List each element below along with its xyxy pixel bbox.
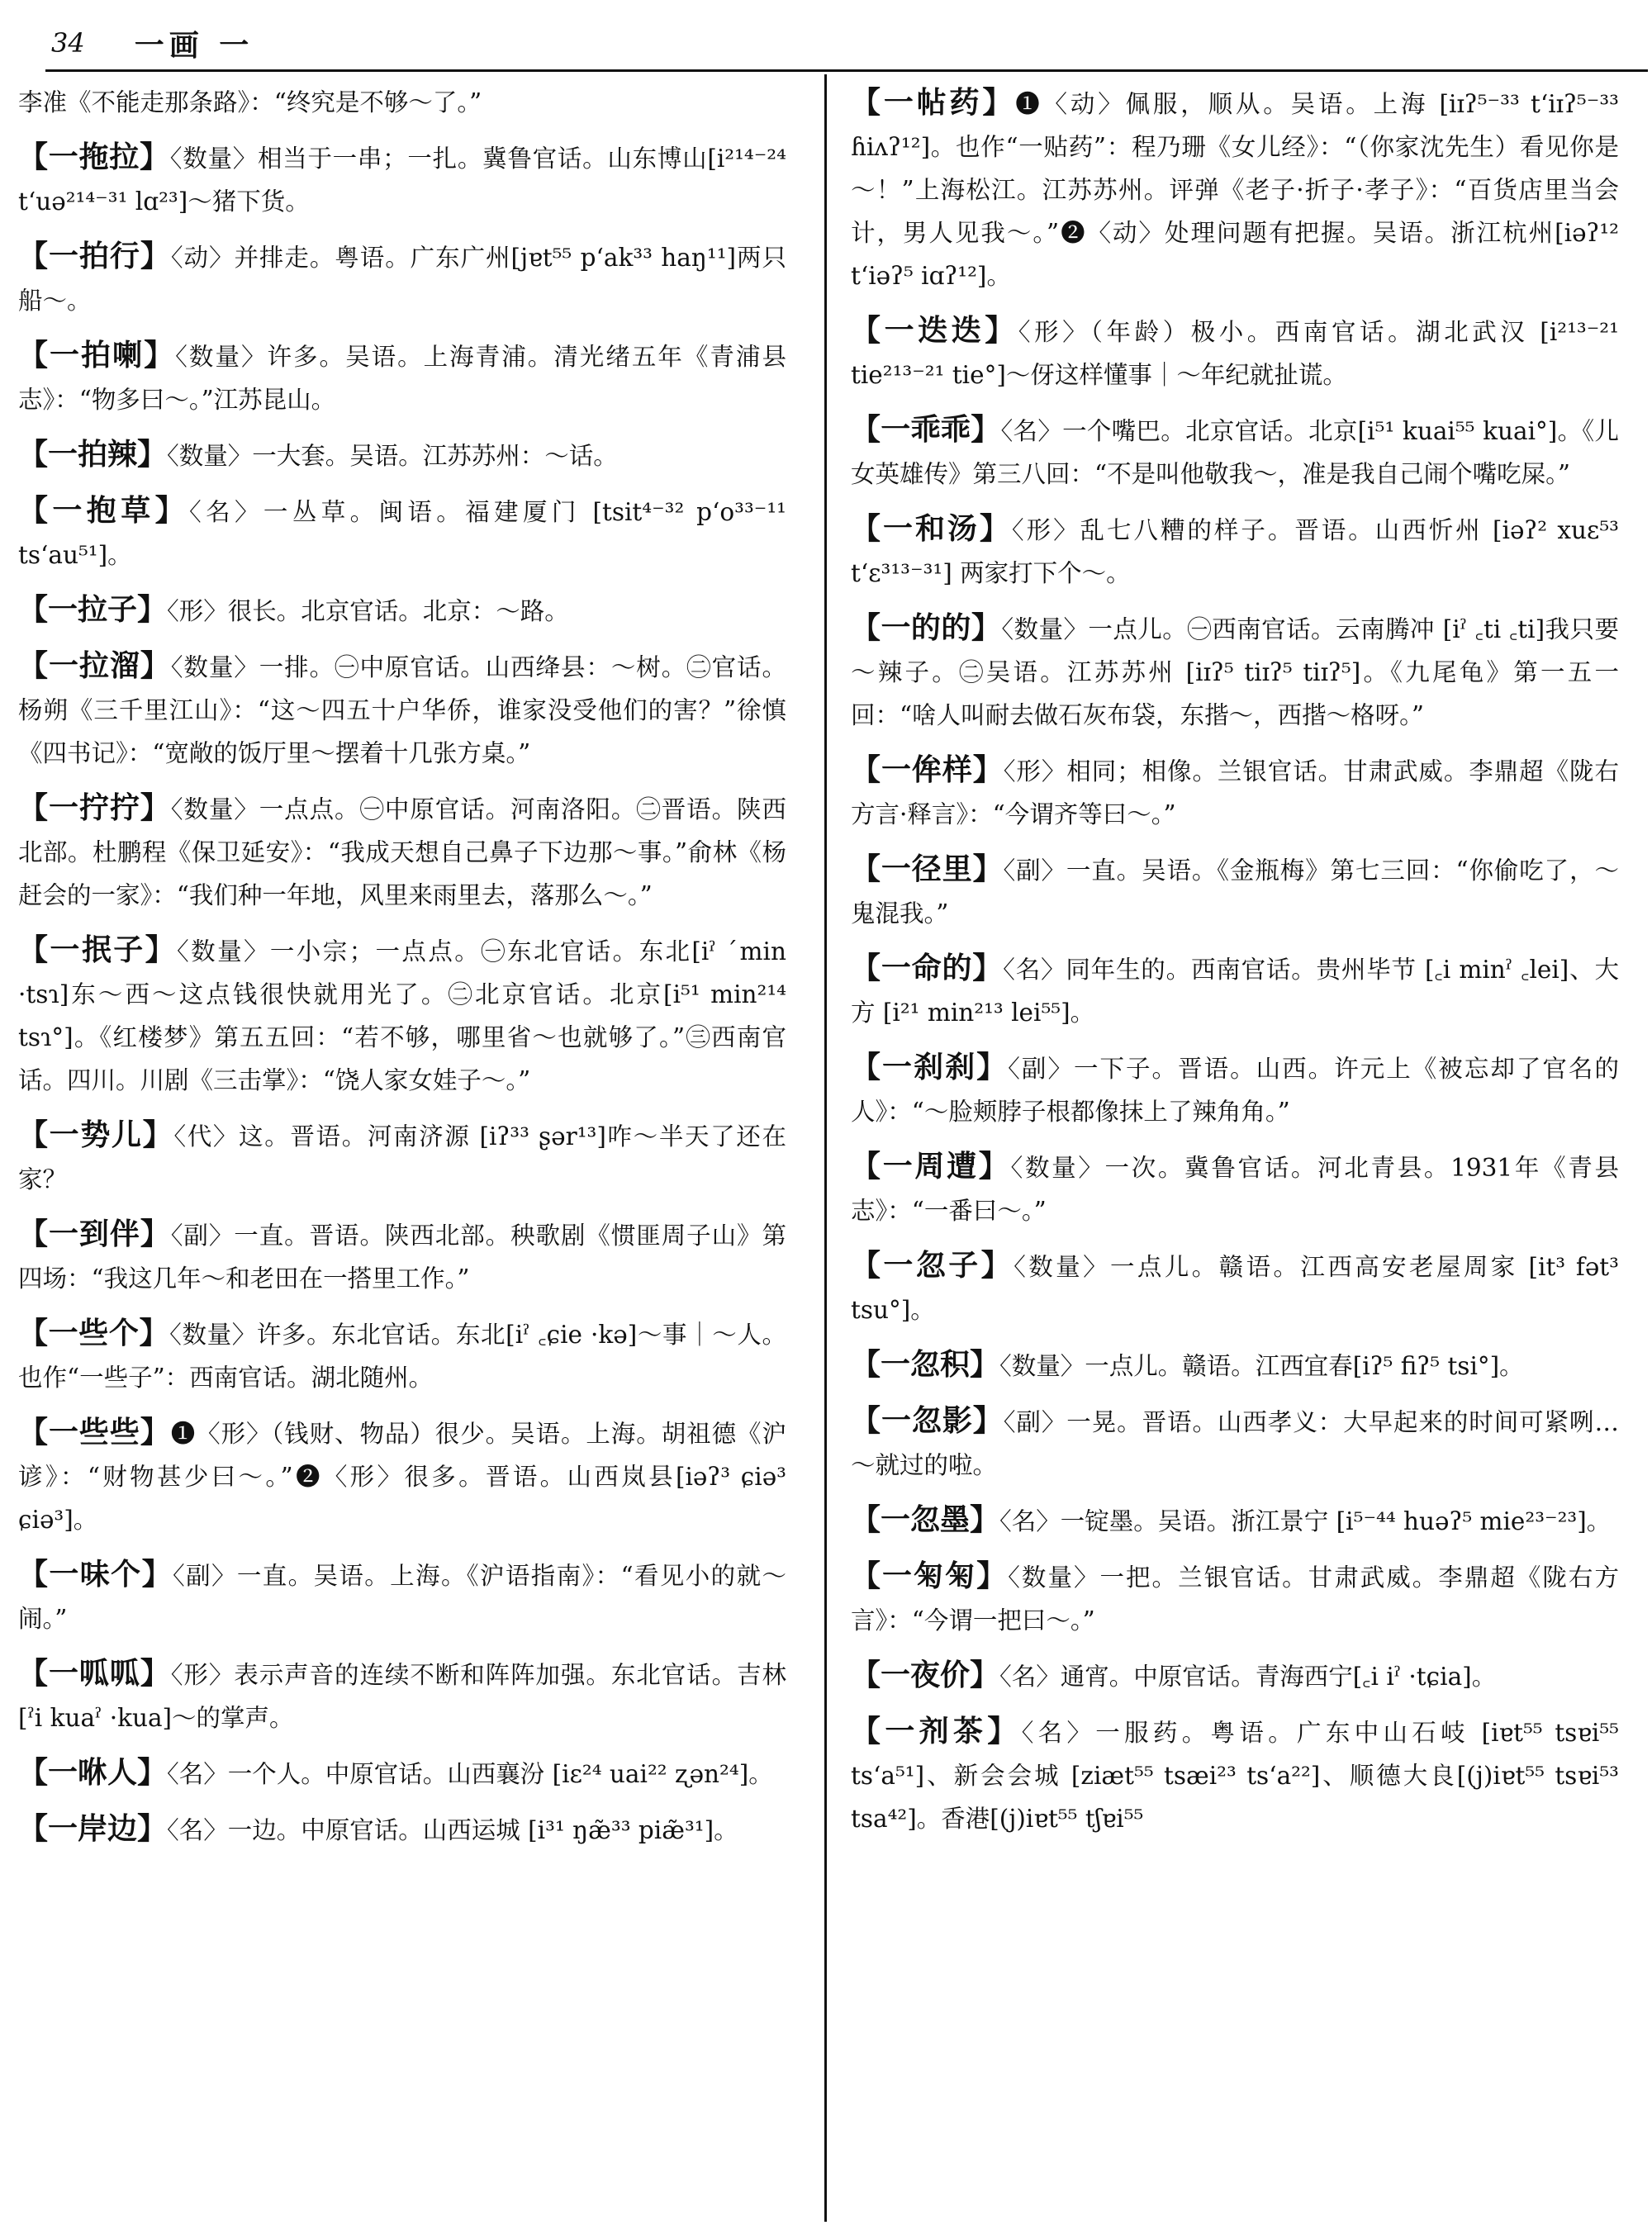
dictionary-entry <box>18 644 786 775</box>
entry-definition: 〈名〉一锭墨。吴语。浙江景宁 [i⁵⁻⁴⁴ huəʔ⁵ mie²³⁻²³]。 <box>999 1507 1612 1535</box>
headword-bracket-open: 【 <box>851 1050 883 1084</box>
headword-bracket-close: 】 <box>140 790 171 825</box>
headword-text: 一忽子 <box>883 1248 981 1283</box>
dictionary-entry <box>18 786 786 917</box>
headword-bracket-open: 【 <box>18 1656 49 1691</box>
page-number: 34 <box>51 27 85 59</box>
dictionary-entry <box>851 1554 1619 1642</box>
entry-definition: 〈名〉通宵。中原官话。青海西宁[꜀i iˀ ·tɕia]。 <box>999 1663 1497 1691</box>
headword-bracket-close: 】 <box>971 412 1001 447</box>
entry-headword <box>851 313 1018 348</box>
entry-headword <box>851 610 1001 645</box>
entry-headword <box>18 1656 171 1691</box>
entry-continuation <box>18 81 786 124</box>
dictionary-entry <box>18 235 786 322</box>
entry-definition: 〈数量〉一把。兰银官话。甘肃武威。李鼎超《陇右方言》：“今谓一把曰～。” <box>851 1563 1619 1635</box>
headword-text: 一拧拧 <box>48 790 140 825</box>
headword-bracket-close: 】 <box>982 85 1016 120</box>
left-column <box>18 81 786 2220</box>
entry-definition: 〈形〉相同；相像。兰银官话。甘肃武威。李鼎超《陇右方言·释言》：“今谓齐等曰～。” <box>851 757 1619 828</box>
headword-bracket-open: 【 <box>18 790 49 825</box>
headword-bracket-open: 【 <box>18 1755 49 1790</box>
headword-bracket-open: 【 <box>18 493 53 528</box>
headword-bracket-close: 】 <box>141 1557 173 1592</box>
headword-bracket-close: 】 <box>970 1658 1000 1692</box>
headword-text: 一忽墨 <box>881 1502 971 1537</box>
entry-headword <box>851 1050 1008 1084</box>
entry-definition: 〈副〉一直。吴语。上海。《沪语指南》：“看见小的就～闹。” <box>18 1562 786 1633</box>
dictionary-entry <box>18 1807 786 1852</box>
entry-headword <box>18 790 171 825</box>
dictionary-entry <box>18 1212 786 1300</box>
entry-headword <box>851 412 1000 447</box>
entry-headword <box>851 1248 1014 1283</box>
headword-text: 一拉子 <box>48 592 138 627</box>
headword-bracket-open: 【 <box>18 1117 50 1152</box>
entry-headword <box>18 1415 171 1450</box>
headword-text: 一拉溜 <box>48 648 140 683</box>
dictionary-entry <box>851 1145 1619 1232</box>
headword-bracket-close: 】 <box>154 493 189 528</box>
entry-headword <box>18 1217 171 1251</box>
headword-bracket-open: 【 <box>851 1403 881 1438</box>
headword-bracket-close: 】 <box>144 338 176 372</box>
headword-text: 一岸边 <box>48 1811 138 1846</box>
headword-bracket-close: 】 <box>976 1559 1009 1593</box>
entry-headword <box>18 1117 173 1152</box>
dictionary-entry <box>18 433 786 477</box>
headword-bracket-open: 【 <box>851 313 885 348</box>
headword-bracket-open: 【 <box>18 1316 49 1350</box>
entry-definition: 〈数量〉一大套。吴语。江苏苏州：～话。 <box>167 442 618 470</box>
entry-definition: 〈数量〉一点点。㊀中原官话。河南洛阳。㊁晋语。陕西北部。杜鹏程《保卫延安》：“我成天想自己鼻子下边那～事。”俞林《杨赶会的一家》：“我们种一年地，风里来雨里去，落那么～。” <box>18 795 786 909</box>
entry-definition: 〈名〉一丛草。闽语。福建厦门 [tsit⁴⁻³² pʻo³³⁻¹¹ tsʻau⁵¹]。 <box>18 498 786 569</box>
entry-headword <box>18 140 170 174</box>
headword-bracket-close: 】 <box>140 1656 171 1691</box>
dictionary-entry <box>851 81 1619 297</box>
headword-bracket-close: 】 <box>980 1248 1014 1283</box>
entry-headword <box>851 1403 1004 1438</box>
headword-bracket-open: 【 <box>18 1217 49 1251</box>
headword-bracket-close: 】 <box>145 932 178 967</box>
headword-text: 一夜价 <box>881 1658 971 1692</box>
entry-headword <box>851 85 1015 120</box>
headword-text: 一剂茶 <box>885 1714 988 1748</box>
headword-bracket-close: 】 <box>140 648 171 683</box>
entry-definition: 〈代〉这。晋语。河南济源 [iʔ³³ ʂər¹³]咋～半天了还在家？ <box>18 1122 786 1193</box>
headword-bracket-open: 【 <box>851 1714 885 1748</box>
entry-definition: 〈副〉一下子。晋语。山西。许元上《被忘却了官名的人》：“～脸颊脖子根都像抹上了辣角角。” <box>851 1055 1619 1126</box>
headword-bracket-close: 】 <box>972 1403 1004 1438</box>
dictionary-entry <box>18 588 786 633</box>
headword-bracket-open: 【 <box>851 1248 884 1283</box>
headword-text: 一呱呱 <box>48 1656 140 1691</box>
entry-headword <box>18 1557 173 1592</box>
entry-definition: 〈名〉同年生的。西南官话。贵州毕节 [꜀i minˀ ꜀lei]、大方 [i²¹ min²¹³ lei⁵⁵]。 <box>851 956 1619 1027</box>
entry-definition: 李准《不能走那条路》：“终究是不够～了。” <box>18 88 482 116</box>
headword-bracket-close: 】 <box>137 1755 168 1790</box>
dictionary-entry <box>18 1652 786 1739</box>
headword-bracket-close: 】 <box>972 852 1004 886</box>
headword-text: 一匊匊 <box>882 1559 977 1593</box>
entry-headword <box>851 852 1004 886</box>
headword-bracket-close: 】 <box>970 1502 1000 1537</box>
headword-text: 一势儿 <box>49 1117 143 1152</box>
dictionary-entry <box>851 947 1619 1034</box>
section-title: 一画 一 <box>134 27 254 63</box>
right-column <box>851 81 1619 2220</box>
headword-text: 一和汤 <box>882 511 980 546</box>
headword-bracket-close: 】 <box>979 511 1012 546</box>
entry-definition: 〈名〉一服药。粤语。广东中山石岐 [iɐt⁵⁵ tsɐi⁵⁵ tsʻa⁵¹]、新会会城 [ziæt⁵⁵ tsæi²³ tsʻa²²]、顺德大良[(j)iɐt⁵⁵ tsɐi⁵³ tsa⁴²]。香港[(j)iɐt⁵⁵ tʃɐi⁵⁵ <box>851 1719 1619 1833</box>
headword-bracket-open: 【 <box>18 932 50 967</box>
dictionary-entry <box>18 489 786 576</box>
dictionary-entry <box>18 1113 786 1201</box>
entry-definition: 〈数量〉一排。㊀中原官话。山西绛县：～树。㊁官话。杨朔《三千里江山》：“这～四五十户华侨，谁家没受他们的害？”徐慎《四书记》：“宽敞的饭厅里～摆着十几张方桌。” <box>18 653 786 767</box>
dictionary-entry <box>851 1244 1619 1331</box>
dictionary-entry <box>18 928 786 1102</box>
entry-headword <box>18 1811 167 1846</box>
headword-text: 一帖药 <box>883 85 983 120</box>
entry-definition: 〈形〉表示声音的连续不断和阵阵加强。东北官话。吉林[ˀi kuaˀ ·kua]～的掌声。 <box>18 1661 786 1732</box>
entry-headword <box>18 592 167 627</box>
dictionary-entry <box>18 334 786 421</box>
entry-definition: ❶〈动〉佩服，顺从。吴语。上海 [iɪʔ⁵⁻³³ tʻiɪʔ⁵⁻³³ ɦiʌʔ¹²]。也作“一贴药”：程乃珊《女儿经》：“（你家沈先生）看见你是～！”上海松江。江苏苏州。评弹《老子·折子·孝子》：“百货店里当会计，男人见我～。”❷〈动〉处理问题有把握。吴语。浙江杭州[iəʔ¹² tʻiəʔ⁵ iɑʔ¹²]。 <box>851 90 1619 290</box>
headword-bracket-close: 】 <box>971 610 1002 645</box>
entry-definition: 〈名〉一个嘴巴。北京官话。北京[i⁵¹ kuai⁵⁵ kuai°]。《儿女英雄传》第三八回：“不是叫他敬我～，准是我自己闹个嘴吃屎。” <box>851 417 1619 488</box>
headword-bracket-open: 【 <box>18 1811 49 1846</box>
headword-bracket-close: 】 <box>976 1050 1009 1084</box>
entry-headword <box>851 1149 1011 1184</box>
dictionary-entry <box>851 408 1619 496</box>
entry-headword <box>18 932 177 967</box>
headword-text: 一拍喇 <box>50 338 145 372</box>
dictionary-entry <box>851 309 1619 396</box>
headword-bracket-close: 】 <box>142 1117 174 1152</box>
headword-text: 一侔样 <box>881 752 973 787</box>
entry-headword <box>18 1316 169 1350</box>
headword-text: 一乖乖 <box>881 412 971 447</box>
headword-bracket-close: 】 <box>140 239 171 273</box>
dictionary-entry <box>851 1399 1619 1487</box>
headword-text: 一命的 <box>881 951 973 985</box>
entry-headword <box>18 239 171 273</box>
dictionary-entry <box>851 748 1619 836</box>
headword-bracket-open: 【 <box>18 239 49 273</box>
entry-definition: 〈数量〉一点儿。赣语。江西高安老屋周家 [it³ fət³ tsu°]。 <box>851 1253 1619 1324</box>
headword-bracket-open: 【 <box>851 1347 881 1382</box>
headword-bracket-close: 】 <box>140 1217 171 1251</box>
headword-text: 一周遭 <box>882 1149 979 1184</box>
headword-bracket-open: 【 <box>851 511 883 546</box>
headword-text: 一忽影 <box>881 1403 973 1438</box>
headword-text: 一些些 <box>48 1415 140 1450</box>
headword-text: 一的的 <box>881 610 971 645</box>
headword-bracket-open: 【 <box>851 951 881 985</box>
headword-bracket-open: 【 <box>851 1502 881 1537</box>
headword-text: 一些个 <box>48 1316 140 1350</box>
headword-bracket-close: 】 <box>139 1316 170 1350</box>
headword-text: 一咻人 <box>48 1755 138 1790</box>
entry-headword <box>18 338 175 372</box>
dictionary-entry <box>18 1312 786 1399</box>
headword-bracket-open: 【 <box>18 338 50 372</box>
headword-bracket-open: 【 <box>851 1658 881 1692</box>
entry-definition: 〈名〉一个人。中原官话。山西襄汾 [iɛ²⁴ uai²² ʐən²⁴]。 <box>167 1760 773 1788</box>
headword-text: 一拍辣 <box>48 437 138 472</box>
entry-headword <box>18 493 189 528</box>
entry-definition: 〈形〉乱七八糟的样子。晋语。山西忻州 [iəʔ² xuɛ⁵³ tʻɛ³¹³⁻³¹] 两家打下个～。 <box>851 516 1619 587</box>
headword-bracket-close: 】 <box>985 313 1018 348</box>
entry-definition: 〈数量〉许多。吴语。上海青浦。清光绪五年《青浦县志》：“物多曰～。”江苏昆山。 <box>18 343 786 414</box>
dictionary-entry <box>18 135 786 223</box>
dictionary-entry <box>18 1751 786 1796</box>
headword-bracket-open: 【 <box>851 752 881 787</box>
page-header <box>51 18 1637 68</box>
headword-bracket-close: 】 <box>137 1811 168 1846</box>
entry-headword <box>851 1559 1008 1593</box>
headword-bracket-open: 【 <box>18 592 49 627</box>
entry-definition: ❶〈形〉（钱财、物品）很少。吴语。上海。胡祖德《沪谚》：“财物甚少曰～。”❷〈形〉很多。晋语。山西岚县[iəʔ³ ɕiə³ ɕiə³]。 <box>18 1420 786 1534</box>
headword-bracket-open: 【 <box>18 648 49 683</box>
dictionary-entry <box>851 1710 1619 1840</box>
headword-text: 一抱草 <box>52 493 155 528</box>
headword-bracket-close: 】 <box>140 1415 171 1450</box>
dictionary-entry <box>851 1343 1619 1388</box>
headword-bracket-open: 【 <box>18 1557 50 1592</box>
entry-definition: 〈数量〉一点儿。㊀西南官话。云南腾冲 [iˀ ꜀ti ꜀ti]我只要～辣子。㊁吴语。江苏苏州 [iɪʔ⁵ tiɪʔ⁵ tiɪʔ⁵]。《九尾龟》第一五一回：“啥人叫耐去做石灰布袋，东揩～，西揩～格呀。” <box>851 615 1619 729</box>
headword-text: 一味个 <box>49 1557 142 1592</box>
entry-headword <box>851 1714 1022 1748</box>
dictionary-entry <box>851 1046 1619 1133</box>
headword-bracket-open: 【 <box>851 1559 883 1593</box>
headword-bracket-close: 】 <box>970 1347 1000 1382</box>
entry-definition: 〈形〉很长。北京官话。北京：～路。 <box>167 597 569 625</box>
entry-headword <box>851 1658 999 1692</box>
entry-headword <box>851 1502 999 1537</box>
headword-bracket-open: 【 <box>851 610 881 645</box>
entry-definition: 〈数量〉一小宗；一点点。㊀东北官话。东北[iˀ ˊmin ·tsɿ]东～西～这点钱很快就用光了。㊁北京官话。北京[i⁵¹ min²¹⁴ tsɿ°]。《红楼梦》第五五回：“若不够，哪里省～也就够了。”㊂西南官话。四川。川剧《三击掌》：“饶人家女娃子～。” <box>18 937 786 1094</box>
headword-bracket-open: 【 <box>851 85 884 120</box>
entry-headword <box>851 752 1004 787</box>
dictionary-entry <box>851 847 1619 935</box>
headword-bracket-open: 【 <box>851 412 881 447</box>
entry-definition: 〈名〉一边。中原官话。山西运城 [i³¹ ŋæ̃³³ piæ̃³¹]。 <box>167 1816 738 1844</box>
entry-definition: 〈数量〉许多。东北官话。东北[iˀ ꜀ɕie ·kə]～事｜～人。也作“一些子”：西南官话。湖北随州。 <box>18 1321 786 1392</box>
headword-bracket-open: 【 <box>851 852 881 886</box>
header-rule <box>45 69 1648 72</box>
entry-definition: 〈动〉并排走。粤语。广东广州[jɐt⁵⁵ pʻak³³ haŋ¹¹]两只船～。 <box>18 244 786 315</box>
entry-headword <box>18 1755 167 1790</box>
headword-text: 一拍行 <box>48 239 140 273</box>
column-divider <box>824 74 827 2222</box>
headword-bracket-close: 】 <box>137 437 168 472</box>
headword-text: 一径里 <box>881 852 973 886</box>
entry-definition: 〈副〉一直。吴语。《金瓶梅》第七三回：“你偷吃了，～鬼混我。” <box>851 856 1619 928</box>
headword-bracket-open: 【 <box>18 437 49 472</box>
dictionary-entry <box>851 1654 1619 1698</box>
headword-bracket-close: 】 <box>137 592 168 627</box>
entry-definition: 〈数量〉相当于一串；一扎。冀鲁官话。山东博山[i²¹⁴⁻²⁴ tʻuə²¹⁴⁻³¹ lɑ²³]～猪下货。 <box>18 145 786 216</box>
headword-text: 一忽积 <box>881 1347 971 1382</box>
headword-bracket-close: 】 <box>972 951 1004 985</box>
dictionary-entry <box>18 1411 786 1541</box>
headword-text: 一刹刹 <box>882 1050 977 1084</box>
entry-headword <box>851 511 1012 546</box>
entry-definition: 〈副〉一直。晋语。陕西北部。秧歌剧《惯匪周子山》第四场：“我这几年～和老田在一搭里工作。” <box>18 1222 786 1293</box>
headword-bracket-open: 【 <box>18 1415 49 1450</box>
entry-definition: 〈副〉一晃。晋语。山西孝义：大早起来的时间可紧咧…～就过的啦。 <box>851 1408 1619 1479</box>
headword-bracket-close: 】 <box>972 752 1004 787</box>
entry-definition: 〈数量〉一次。冀鲁官话。河北青县。1931年《青县志》：“一番曰～。” <box>851 1154 1619 1225</box>
headword-bracket-open: 【 <box>18 140 49 174</box>
headword-bracket-close: 】 <box>987 1714 1022 1748</box>
headword-bracket-close: 】 <box>139 140 170 174</box>
headword-text: 一拖拉 <box>48 140 140 174</box>
entry-headword <box>18 648 171 683</box>
headword-text: 一到伴 <box>48 1217 140 1251</box>
dictionary-entry <box>851 1498 1619 1543</box>
entry-definition: 〈形〉（年龄）极小。西南官话。湖北武汉 [i²¹³⁻²¹ tie²¹³⁻²¹ tie°]～伢这样懂事｜～年纪就扯谎。 <box>851 318 1619 389</box>
entry-headword <box>851 1347 999 1382</box>
headword-text: 一迭迭 <box>884 313 985 348</box>
headword-bracket-open: 【 <box>851 1149 883 1184</box>
entry-headword <box>851 951 1003 985</box>
entry-definition: 〈数量〉一点儿。赣语。江西宜春[iʔ⁵ fiʔ⁵ tsi°]。 <box>999 1352 1524 1380</box>
dictionary-entry <box>851 606 1619 737</box>
entry-headword <box>18 437 167 472</box>
dictionary-entry <box>18 1553 786 1640</box>
headword-text: 一抿子 <box>50 932 145 967</box>
headword-bracket-close: 】 <box>978 1149 1011 1184</box>
dictionary-entry <box>851 507 1619 595</box>
